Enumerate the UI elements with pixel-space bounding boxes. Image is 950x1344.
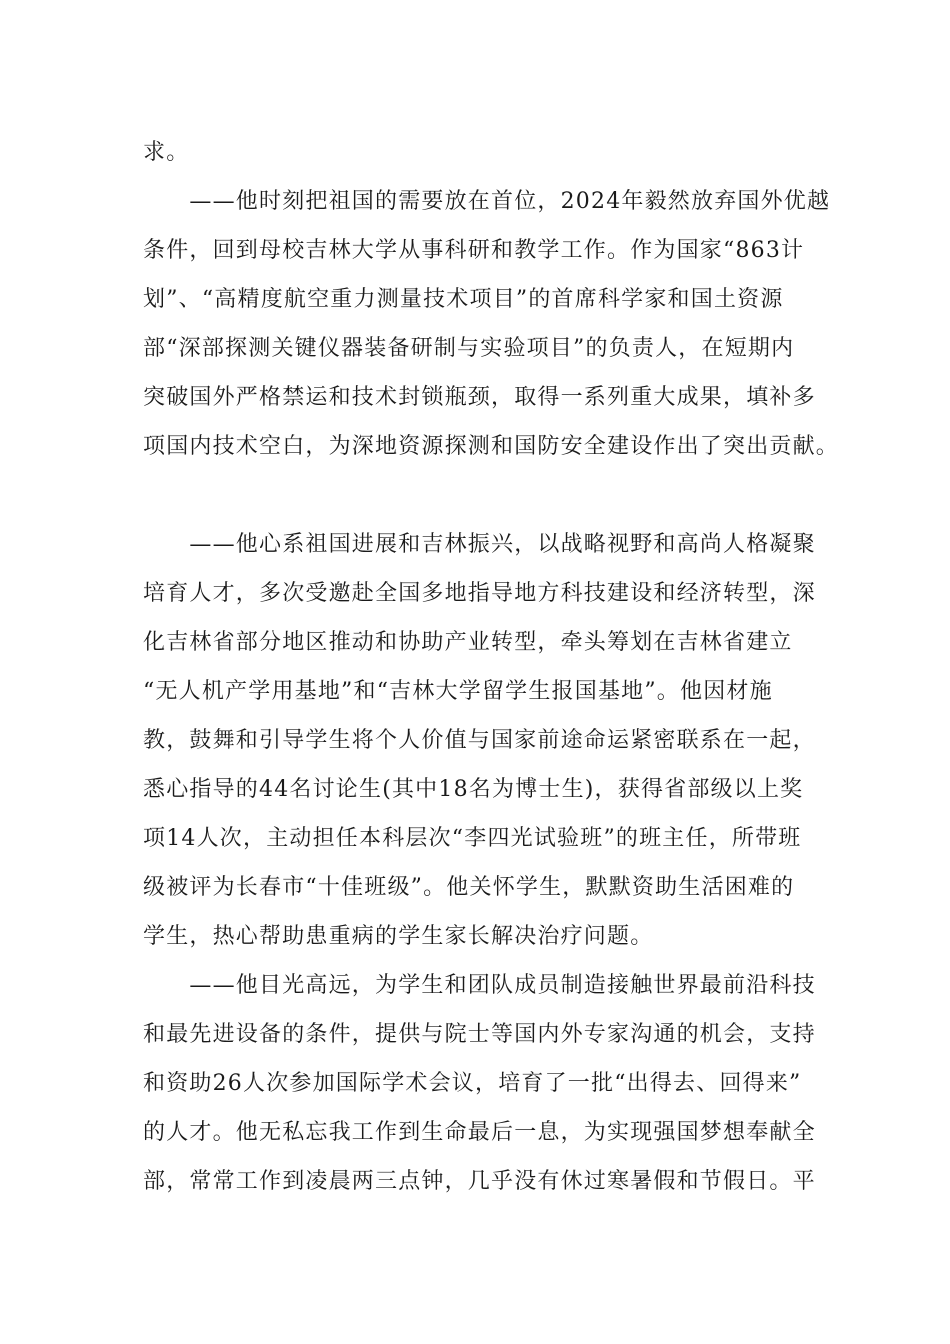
text-line: 项14人次，主动担任本科层次“李四光试验班”的班主任，所带班	[143, 826, 802, 851]
body-text	[143, 128, 840, 1206]
text-line: 和资助26人次参加国际学术会议，培育了一批“出得去、回得来”	[143, 1071, 802, 1096]
text-line: 条件，回到母校吉林大学从事科研和教学工作。作为国家“863计	[143, 238, 805, 263]
text-line: 划”、“高精度航空重力测量技术项目”的首席科学家和国土资源	[143, 287, 784, 312]
text-line: ——他时刻把祖国的需要放在首位，2024年毅然放弃国外优越	[143, 189, 831, 214]
text-line: 学生，热心帮助患重病的学生家长解决治疗问题。	[143, 924, 654, 949]
text-line: 化吉林省部分地区推动和协助产业转型，牵头筹划在吉林省建立	[143, 630, 793, 655]
text-line: 部，常常工作到凌晨两三点钟，几乎没有休过寒暑假和节假日。平	[143, 1169, 816, 1194]
paragraph-gap	[143, 471, 833, 520]
text-line: ——他心系祖国进展和吉林振兴，以战略视野和高尚人格凝聚	[143, 532, 816, 557]
text-line: 级被评为长春市“十佳班级”。他关怀学生，默默资助生活困难的	[143, 875, 795, 900]
text-line: 培育人才，多次受邀赴全国多地指导地方科技建设和经济转型，深	[143, 581, 816, 606]
text-line: 的人才。他无私忘我工作到生命最后一息，为实现强国梦想奉献全	[143, 1120, 816, 1145]
text-line: ——他目光高远，为学生和团队成员制造接触世界最前沿科技	[143, 973, 816, 998]
text-line: 和最先进设备的条件，提供与院士等国内外专家沟通的机会，支持	[143, 1022, 816, 1047]
text-line: 教，鼓舞和引导学生将个人价值与国家前途命运紧密联系在一起，	[143, 728, 816, 753]
text-line: “无人机产学用基地”和“吉林大学留学生报国基地”。他因材施	[143, 679, 773, 704]
text-line: 部“深部探测关键仪器装备研制与实验项目”的负责人，在短期内	[143, 336, 795, 361]
text-line: 突破国外严格禁运和技术封锁瓶颈，取得一系列重大成果，填补多	[143, 385, 816, 410]
text-line: 求。	[143, 140, 190, 165]
text-line: 悉心指导的44名讨论生(其中18名为博士生)，获得省部级以上奖	[143, 777, 804, 802]
text-line: 项国内技术空白，为深地资源探测和国防安全建设作出了突出贡献。	[143, 434, 840, 459]
